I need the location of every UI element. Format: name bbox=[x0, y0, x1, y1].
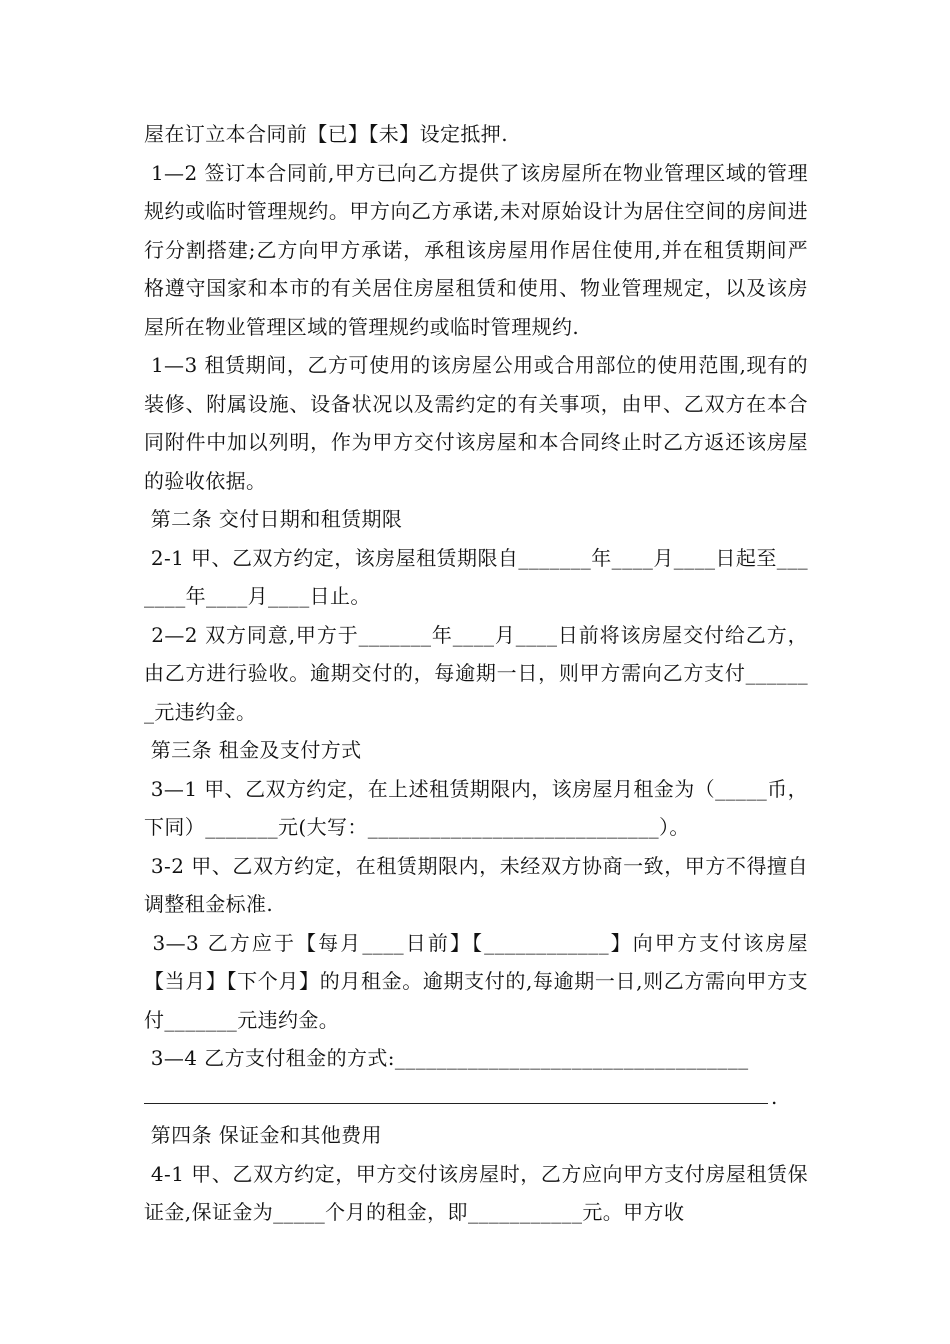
article-3-heading: 第三条 租金及支付方式 bbox=[144, 738, 362, 762]
clause-3-2: 3-2 甲、乙双方约定，在租赁期限内，未经双方协商一致，甲方不得擅自调整租金标准. bbox=[144, 853, 808, 916]
clause-4-1: 4-1 甲、乙双方约定，甲方交付该房屋时，乙方应向甲方支付房屋租赁保证金,保证金为_____个月的租金，即___________元。甲方收 bbox=[144, 1161, 808, 1224]
paragraph-mortgage-status: 屋在订立本合同前【已】【未】设定抵押. bbox=[144, 122, 508, 146]
fill-line-period: . bbox=[771, 1084, 778, 1109]
article-2-heading: 第二条 交付日期和租赁期限 bbox=[144, 507, 403, 531]
clause-3-3: 3—3 乙方应于【每月____日前】【____________】向甲方支付该房屋【当月】【下个月】的月租金。逾期支付的,每逾期一日,则乙方需向甲方支付_______元违约金。 bbox=[144, 930, 808, 1032]
clause-2-2: 2—2 双方同意,甲方于_______年____月____日前将该房屋交付给乙方，由乙方进行验收。逾期交付的，每逾期一日，则甲方需向乙方支付_______元违约金。 bbox=[144, 622, 808, 724]
clause-3-1: 3—1 甲、乙双方约定，在上述租赁期限内，该房屋月租金为（_____币，下同）_______元(大写：____________________________）。 bbox=[144, 776, 808, 839]
clause-1-3: 1—3 租赁期间，乙方可使用的该房屋公用或合用部位的使用范围,现有的装修、附属设施、设备状况以及需约定的有关事项，由甲、乙双方在本合同附件中加以列明，作为甲方交付该房屋和本合同终止时乙方返还该房屋的验收依据。 bbox=[144, 353, 808, 493]
clause-2-1: 2-1 甲、乙双方约定，该房屋租赁期限自_______年____月____日起至_______年____月____日止。 bbox=[144, 545, 809, 608]
clause-3-4: 3—4 乙方支付租金的方式:__________________________________ bbox=[144, 1046, 749, 1070]
contract-body bbox=[144, 115, 808, 1232]
article-4-heading: 第四条 保证金和其他费用 bbox=[144, 1123, 382, 1147]
fill-underline bbox=[144, 1103, 768, 1104]
payment-method-fill-line bbox=[144, 1078, 778, 1117]
clause-1-2: 1—2 签订本合同前,甲方已向乙方提供了该房屋所在物业管理区域的管理规约或临时管理规约。甲方向乙方承诺,未对原始设计为居住空间的房间进行分割搭建;乙方向甲方承诺，承租该房屋用作居住使用,并在租赁期间严格遵守国家和本市的有关居住房屋租赁和使用、物业管理规定，以及该房屋所在物业管理区域的管理规约或临时管理规约. bbox=[144, 160, 808, 339]
